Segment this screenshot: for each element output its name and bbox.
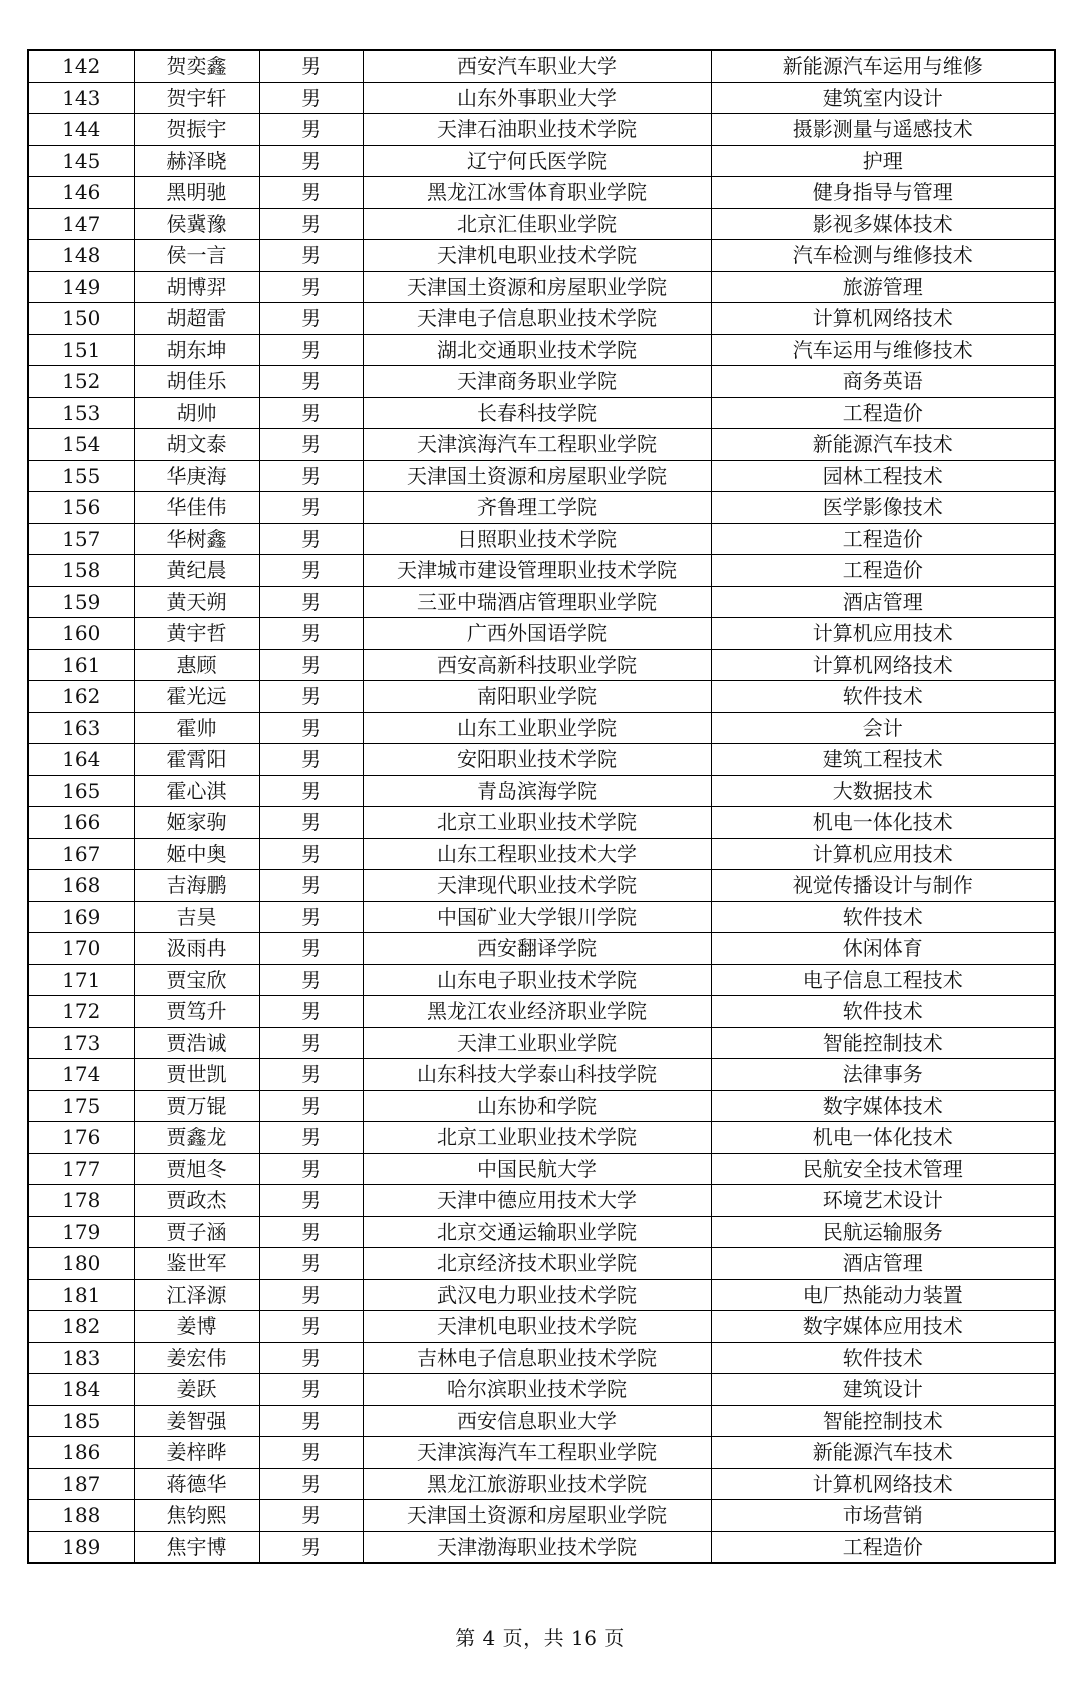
table-row xyxy=(28,586,1055,618)
row-number-cell: 189 xyxy=(28,1531,134,1563)
school-cell: 天津中德应用技术大学 xyxy=(363,1185,711,1217)
gender-cell: 男 xyxy=(259,933,363,965)
row-number-cell: 148 xyxy=(28,240,134,272)
row-number-cell: 181 xyxy=(28,1279,134,1311)
major-cell: 新能源汽车技术 xyxy=(711,1437,1055,1469)
major-cell: 影视多媒体技术 xyxy=(711,208,1055,240)
table-row xyxy=(28,1374,1055,1406)
school-cell: 天津国土资源和房屋职业学院 xyxy=(363,1500,711,1532)
student-name-cell: 霍心淇 xyxy=(134,775,259,807)
major-cell: 软件技术 xyxy=(711,901,1055,933)
major-cell: 智能控制技术 xyxy=(711,1027,1055,1059)
row-number-cell: 166 xyxy=(28,807,134,839)
student-name-cell: 吉昊 xyxy=(134,901,259,933)
row-number-cell: 160 xyxy=(28,618,134,650)
major-cell: 建筑工程技术 xyxy=(711,744,1055,776)
major-cell: 汽车检测与维修技术 xyxy=(711,240,1055,272)
gender-cell: 男 xyxy=(259,1216,363,1248)
gender-cell: 男 xyxy=(259,303,363,335)
major-cell: 酒店管理 xyxy=(711,1248,1055,1280)
table-row xyxy=(28,744,1055,776)
gender-cell: 男 xyxy=(259,271,363,303)
school-cell: 山东外事职业大学 xyxy=(363,82,711,114)
table-row xyxy=(28,712,1055,744)
row-number-cell: 168 xyxy=(28,870,134,902)
student-name-cell: 贺奕鑫 xyxy=(134,50,259,82)
major-cell: 软件技术 xyxy=(711,1342,1055,1374)
school-cell: 武汉电力职业技术学院 xyxy=(363,1279,711,1311)
gender-cell: 男 xyxy=(259,82,363,114)
row-number-cell: 176 xyxy=(28,1122,134,1154)
student-name-cell: 赫泽晓 xyxy=(134,145,259,177)
major-cell: 计算机网络技术 xyxy=(711,1468,1055,1500)
row-number-cell: 167 xyxy=(28,838,134,870)
student-name-cell: 贾鑫龙 xyxy=(134,1122,259,1154)
gender-cell: 男 xyxy=(259,1405,363,1437)
row-number-cell: 150 xyxy=(28,303,134,335)
gender-cell: 男 xyxy=(259,492,363,524)
student-name-cell: 贾世凯 xyxy=(134,1059,259,1091)
table-row xyxy=(28,429,1055,461)
gender-cell: 男 xyxy=(259,555,363,587)
school-cell: 天津国土资源和房屋职业学院 xyxy=(363,460,711,492)
major-cell: 数字媒体应用技术 xyxy=(711,1311,1055,1343)
table-row xyxy=(28,114,1055,146)
gender-cell: 男 xyxy=(259,870,363,902)
student-name-cell: 鉴世军 xyxy=(134,1248,259,1280)
student-name-cell: 华佳伟 xyxy=(134,492,259,524)
table-row xyxy=(28,1216,1055,1248)
school-cell: 山东工业职业学院 xyxy=(363,712,711,744)
major-cell: 建筑设计 xyxy=(711,1374,1055,1406)
gender-cell: 男 xyxy=(259,397,363,429)
gender-cell: 男 xyxy=(259,334,363,366)
student-name-cell: 姬中奥 xyxy=(134,838,259,870)
gender-cell: 男 xyxy=(259,366,363,398)
student-name-cell: 胡超雷 xyxy=(134,303,259,335)
student-name-cell: 胡东坤 xyxy=(134,334,259,366)
table-row xyxy=(28,1468,1055,1500)
school-cell: 哈尔滨职业技术学院 xyxy=(363,1374,711,1406)
gender-cell: 男 xyxy=(259,1279,363,1311)
student-name-cell: 黑明驰 xyxy=(134,177,259,209)
row-number-cell: 172 xyxy=(28,996,134,1028)
student-name-cell: 蒋德华 xyxy=(134,1468,259,1500)
table-row xyxy=(28,1500,1055,1532)
student-name-cell: 贾浩诚 xyxy=(134,1027,259,1059)
row-number-cell: 163 xyxy=(28,712,134,744)
school-cell: 北京汇佳职业学院 xyxy=(363,208,711,240)
gender-cell: 男 xyxy=(259,838,363,870)
major-cell: 工程造价 xyxy=(711,397,1055,429)
gender-cell: 男 xyxy=(259,1090,363,1122)
gender-cell: 男 xyxy=(259,744,363,776)
school-cell: 西安高新科技职业学院 xyxy=(363,649,711,681)
row-number-cell: 182 xyxy=(28,1311,134,1343)
gender-cell: 男 xyxy=(259,901,363,933)
student-name-cell: 姬家驹 xyxy=(134,807,259,839)
major-cell: 视觉传播设计与制作 xyxy=(711,870,1055,902)
gender-cell: 男 xyxy=(259,145,363,177)
student-name-cell: 贾万锟 xyxy=(134,1090,259,1122)
row-number-cell: 180 xyxy=(28,1248,134,1280)
row-number-cell: 179 xyxy=(28,1216,134,1248)
table-row xyxy=(28,996,1055,1028)
student-name-cell: 贺振宇 xyxy=(134,114,259,146)
table-row xyxy=(28,681,1055,713)
gender-cell: 男 xyxy=(259,964,363,996)
row-number-cell: 184 xyxy=(28,1374,134,1406)
school-cell: 天津机电职业技术学院 xyxy=(363,1311,711,1343)
gender-cell: 男 xyxy=(259,1500,363,1532)
student-name-cell: 汲雨冉 xyxy=(134,933,259,965)
table-row xyxy=(28,366,1055,398)
major-cell: 健身指导与管理 xyxy=(711,177,1055,209)
table-row xyxy=(28,208,1055,240)
row-number-cell: 171 xyxy=(28,964,134,996)
student-name-cell: 黄纪晨 xyxy=(134,555,259,587)
row-number-cell: 183 xyxy=(28,1342,134,1374)
school-cell: 天津现代职业技术学院 xyxy=(363,870,711,902)
school-cell: 南阳职业学院 xyxy=(363,681,711,713)
major-cell: 电子信息工程技术 xyxy=(711,964,1055,996)
student-name-cell: 侯一言 xyxy=(134,240,259,272)
row-number-cell: 178 xyxy=(28,1185,134,1217)
school-cell: 黑龙江旅游职业技术学院 xyxy=(363,1468,711,1500)
major-cell: 摄影测量与遥感技术 xyxy=(711,114,1055,146)
roster-table-body xyxy=(28,50,1055,1563)
major-cell: 民航安全技术管理 xyxy=(711,1153,1055,1185)
major-cell: 会计 xyxy=(711,712,1055,744)
table-row xyxy=(28,523,1055,555)
table-row xyxy=(28,1059,1055,1091)
gender-cell: 男 xyxy=(259,1185,363,1217)
gender-cell: 男 xyxy=(259,240,363,272)
table-row xyxy=(28,807,1055,839)
student-name-cell: 惠顾 xyxy=(134,649,259,681)
school-cell: 天津城市建设管理职业技术学院 xyxy=(363,555,711,587)
school-cell: 西安汽车职业大学 xyxy=(363,50,711,82)
student-name-cell: 华树鑫 xyxy=(134,523,259,555)
major-cell: 市场营销 xyxy=(711,1500,1055,1532)
row-number-cell: 165 xyxy=(28,775,134,807)
row-number-cell: 157 xyxy=(28,523,134,555)
gender-cell: 男 xyxy=(259,1531,363,1563)
major-cell: 法律事务 xyxy=(711,1059,1055,1091)
table-row xyxy=(28,1153,1055,1185)
table-row xyxy=(28,901,1055,933)
school-cell: 广西外国语学院 xyxy=(363,618,711,650)
gender-cell: 男 xyxy=(259,649,363,681)
student-name-cell: 姜梓晔 xyxy=(134,1437,259,1469)
row-number-cell: 188 xyxy=(28,1500,134,1532)
row-number-cell: 186 xyxy=(28,1437,134,1469)
table-row xyxy=(28,618,1055,650)
gender-cell: 男 xyxy=(259,1374,363,1406)
row-number-cell: 175 xyxy=(28,1090,134,1122)
student-name-cell: 黄宇哲 xyxy=(134,618,259,650)
gender-cell: 男 xyxy=(259,1027,363,1059)
gender-cell: 男 xyxy=(259,807,363,839)
student-name-cell: 霍霄阳 xyxy=(134,744,259,776)
student-name-cell: 胡佳乐 xyxy=(134,366,259,398)
school-cell: 北京工业职业技术学院 xyxy=(363,1122,711,1154)
row-number-cell: 158 xyxy=(28,555,134,587)
row-number-cell: 156 xyxy=(28,492,134,524)
table-row xyxy=(28,1342,1055,1374)
student-name-cell: 胡博羿 xyxy=(134,271,259,303)
row-number-cell: 145 xyxy=(28,145,134,177)
row-number-cell: 159 xyxy=(28,586,134,618)
student-name-cell: 姜宏伟 xyxy=(134,1342,259,1374)
row-number-cell: 187 xyxy=(28,1468,134,1500)
major-cell: 数字媒体技术 xyxy=(711,1090,1055,1122)
gender-cell: 男 xyxy=(259,1437,363,1469)
table-row xyxy=(28,775,1055,807)
school-cell: 齐鲁理工学院 xyxy=(363,492,711,524)
major-cell: 旅游管理 xyxy=(711,271,1055,303)
row-number-cell: 154 xyxy=(28,429,134,461)
gender-cell: 男 xyxy=(259,1248,363,1280)
school-cell: 湖北交通职业技术学院 xyxy=(363,334,711,366)
school-cell: 山东电子职业技术学院 xyxy=(363,964,711,996)
major-cell: 计算机网络技术 xyxy=(711,649,1055,681)
student-name-cell: 江泽源 xyxy=(134,1279,259,1311)
school-cell: 安阳职业技术学院 xyxy=(363,744,711,776)
school-cell: 天津石油职业技术学院 xyxy=(363,114,711,146)
school-cell: 西安翻译学院 xyxy=(363,933,711,965)
row-number-cell: 142 xyxy=(28,50,134,82)
major-cell: 民航运输服务 xyxy=(711,1216,1055,1248)
student-name-cell: 黄天朔 xyxy=(134,586,259,618)
student-roster-table xyxy=(27,49,1056,1564)
gender-cell: 男 xyxy=(259,208,363,240)
gender-cell: 男 xyxy=(259,996,363,1028)
table-row xyxy=(28,1437,1055,1469)
school-cell: 长春科技学院 xyxy=(363,397,711,429)
school-cell: 山东工程职业技术大学 xyxy=(363,838,711,870)
school-cell: 山东协和学院 xyxy=(363,1090,711,1122)
school-cell: 天津机电职业技术学院 xyxy=(363,240,711,272)
school-cell: 黑龙江农业经济职业学院 xyxy=(363,996,711,1028)
major-cell: 智能控制技术 xyxy=(711,1405,1055,1437)
school-cell: 天津滨海汽车工程职业学院 xyxy=(363,1437,711,1469)
school-cell: 吉林电子信息职业技术学院 xyxy=(363,1342,711,1374)
student-name-cell: 焦宇博 xyxy=(134,1531,259,1563)
gender-cell: 男 xyxy=(259,460,363,492)
gender-cell: 男 xyxy=(259,523,363,555)
major-cell: 环境艺术设计 xyxy=(711,1185,1055,1217)
table-row xyxy=(28,460,1055,492)
school-cell: 天津电子信息职业技术学院 xyxy=(363,303,711,335)
school-cell: 黑龙江冰雪体育职业学院 xyxy=(363,177,711,209)
table-row xyxy=(28,838,1055,870)
row-number-cell: 153 xyxy=(28,397,134,429)
school-cell: 天津滨海汽车工程职业学院 xyxy=(363,429,711,461)
row-number-cell: 169 xyxy=(28,901,134,933)
gender-cell: 男 xyxy=(259,1468,363,1500)
row-number-cell: 155 xyxy=(28,460,134,492)
school-cell: 天津商务职业学院 xyxy=(363,366,711,398)
table-row xyxy=(28,1311,1055,1343)
table-row xyxy=(28,397,1055,429)
student-name-cell: 贾旭冬 xyxy=(134,1153,259,1185)
row-number-cell: 173 xyxy=(28,1027,134,1059)
table-row xyxy=(28,271,1055,303)
major-cell: 计算机应用技术 xyxy=(711,618,1055,650)
row-number-cell: 170 xyxy=(28,933,134,965)
school-cell: 天津工业职业学院 xyxy=(363,1027,711,1059)
school-cell: 山东科技大学泰山科技学院 xyxy=(363,1059,711,1091)
gender-cell: 男 xyxy=(259,618,363,650)
row-number-cell: 177 xyxy=(28,1153,134,1185)
student-name-cell: 胡帅 xyxy=(134,397,259,429)
student-name-cell: 贾政杰 xyxy=(134,1185,259,1217)
student-name-cell: 贾子涵 xyxy=(134,1216,259,1248)
major-cell: 工程造价 xyxy=(711,555,1055,587)
table-row xyxy=(28,177,1055,209)
school-cell: 三亚中瑞酒店管理职业学院 xyxy=(363,586,711,618)
page-footer: 第 4 页，共 16 页 xyxy=(455,1626,625,1650)
student-name-cell: 吉海鹏 xyxy=(134,870,259,902)
student-name-cell: 胡文泰 xyxy=(134,429,259,461)
major-cell: 新能源汽车技术 xyxy=(711,429,1055,461)
gender-cell: 男 xyxy=(259,1059,363,1091)
major-cell: 软件技术 xyxy=(711,681,1055,713)
gender-cell: 男 xyxy=(259,1311,363,1343)
major-cell: 计算机网络技术 xyxy=(711,303,1055,335)
table-row xyxy=(28,870,1055,902)
row-number-cell: 161 xyxy=(28,649,134,681)
major-cell: 休闲体育 xyxy=(711,933,1055,965)
student-name-cell: 霍光远 xyxy=(134,681,259,713)
student-name-cell: 贺宇轩 xyxy=(134,82,259,114)
table-row xyxy=(28,1027,1055,1059)
row-number-cell: 144 xyxy=(28,114,134,146)
school-cell: 西安信息职业大学 xyxy=(363,1405,711,1437)
major-cell: 机电一体化技术 xyxy=(711,807,1055,839)
major-cell: 汽车运用与维修技术 xyxy=(711,334,1055,366)
student-name-cell: 焦钧熙 xyxy=(134,1500,259,1532)
table-row xyxy=(28,1279,1055,1311)
student-name-cell: 贾宝欣 xyxy=(134,964,259,996)
row-number-cell: 185 xyxy=(28,1405,134,1437)
gender-cell: 男 xyxy=(259,712,363,744)
row-number-cell: 152 xyxy=(28,366,134,398)
table-row xyxy=(28,1248,1055,1280)
table-row xyxy=(28,50,1055,82)
gender-cell: 男 xyxy=(259,177,363,209)
table-row xyxy=(28,145,1055,177)
table-row xyxy=(28,303,1055,335)
student-name-cell: 华庚海 xyxy=(134,460,259,492)
table-row xyxy=(28,492,1055,524)
table-row xyxy=(28,933,1055,965)
major-cell: 医学影像技术 xyxy=(711,492,1055,524)
major-cell: 工程造价 xyxy=(711,1531,1055,1563)
major-cell: 建筑室内设计 xyxy=(711,82,1055,114)
major-cell: 酒店管理 xyxy=(711,586,1055,618)
major-cell: 护理 xyxy=(711,145,1055,177)
major-cell: 园林工程技术 xyxy=(711,460,1055,492)
major-cell: 大数据技术 xyxy=(711,775,1055,807)
student-name-cell: 姜博 xyxy=(134,1311,259,1343)
gender-cell: 男 xyxy=(259,775,363,807)
major-cell: 计算机应用技术 xyxy=(711,838,1055,870)
table-row xyxy=(28,334,1055,366)
gender-cell: 男 xyxy=(259,1122,363,1154)
major-cell: 新能源汽车运用与维修 xyxy=(711,50,1055,82)
major-cell: 工程造价 xyxy=(711,523,1055,555)
row-number-cell: 143 xyxy=(28,82,134,114)
school-cell: 天津国土资源和房屋职业学院 xyxy=(363,271,711,303)
table-row xyxy=(28,1185,1055,1217)
gender-cell: 男 xyxy=(259,50,363,82)
gender-cell: 男 xyxy=(259,1342,363,1374)
table-row xyxy=(28,1090,1055,1122)
table-row xyxy=(28,82,1055,114)
student-name-cell: 侯冀豫 xyxy=(134,208,259,240)
row-number-cell: 164 xyxy=(28,744,134,776)
table-row xyxy=(28,240,1055,272)
gender-cell: 男 xyxy=(259,681,363,713)
school-cell: 天津渤海职业技术学院 xyxy=(363,1531,711,1563)
gender-cell: 男 xyxy=(259,114,363,146)
gender-cell: 男 xyxy=(259,429,363,461)
school-cell: 日照职业技术学院 xyxy=(363,523,711,555)
school-cell: 青岛滨海学院 xyxy=(363,775,711,807)
major-cell: 商务英语 xyxy=(711,366,1055,398)
row-number-cell: 174 xyxy=(28,1059,134,1091)
table-row xyxy=(28,555,1055,587)
school-cell: 辽宁何氏医学院 xyxy=(363,145,711,177)
row-number-cell: 151 xyxy=(28,334,134,366)
table-row xyxy=(28,1405,1055,1437)
gender-cell: 男 xyxy=(259,586,363,618)
major-cell: 软件技术 xyxy=(711,996,1055,1028)
table-row xyxy=(28,649,1055,681)
school-cell: 北京工业职业技术学院 xyxy=(363,807,711,839)
school-cell: 北京交通运输职业学院 xyxy=(363,1216,711,1248)
student-name-cell: 姜跃 xyxy=(134,1374,259,1406)
table-row xyxy=(28,964,1055,996)
student-name-cell: 姜智强 xyxy=(134,1405,259,1437)
school-cell: 北京经济技术职业学院 xyxy=(363,1248,711,1280)
school-cell: 中国民航大学 xyxy=(363,1153,711,1185)
school-cell: 中国矿业大学银川学院 xyxy=(363,901,711,933)
table-row xyxy=(28,1531,1055,1563)
row-number-cell: 146 xyxy=(28,177,134,209)
major-cell: 机电一体化技术 xyxy=(711,1122,1055,1154)
student-name-cell: 贾笃升 xyxy=(134,996,259,1028)
student-name-cell: 霍帅 xyxy=(134,712,259,744)
row-number-cell: 147 xyxy=(28,208,134,240)
row-number-cell: 162 xyxy=(28,681,134,713)
table-row xyxy=(28,1122,1055,1154)
gender-cell: 男 xyxy=(259,1153,363,1185)
major-cell: 电厂热能动力装置 xyxy=(711,1279,1055,1311)
row-number-cell: 149 xyxy=(28,271,134,303)
